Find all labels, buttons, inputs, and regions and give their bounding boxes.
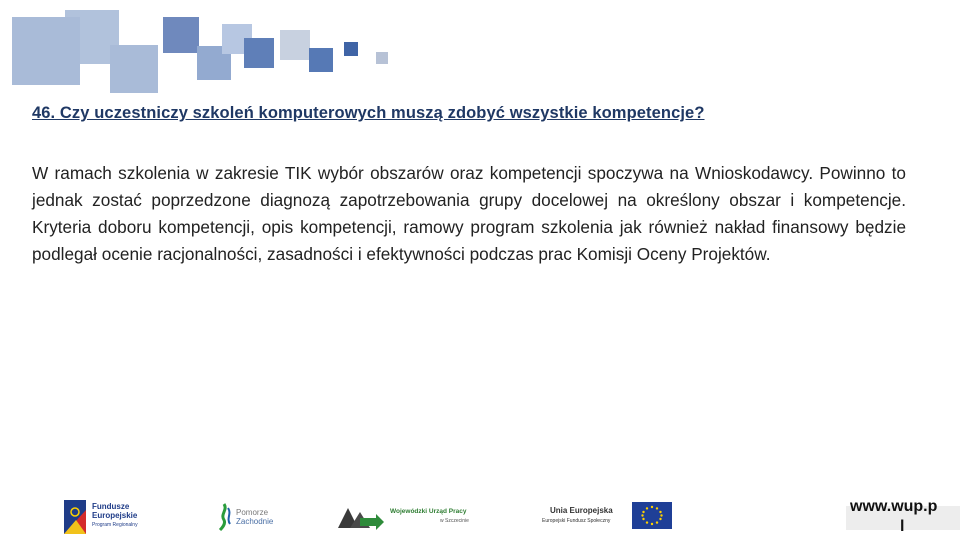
unia-europejska-logo [540, 500, 680, 534]
footer-logos [0, 490, 960, 540]
deco-square [376, 52, 388, 64]
wup-logo [336, 500, 486, 534]
deco-square [309, 48, 333, 72]
pomorze-zachodnie-logo [214, 500, 284, 534]
fundusze-europejskie-logo [64, 498, 164, 538]
website-url-continuation[interactable]: l [900, 518, 905, 535]
wup-emblem-icon [336, 504, 386, 530]
deco-square [110, 45, 158, 93]
ue-line1: Unia Europejska [550, 506, 613, 515]
fundusze-line2: Europejskie [92, 511, 138, 520]
header-decoration [0, 0, 400, 95]
wup-line2: w Szczecinie [440, 518, 469, 524]
pomorze-line1: Pomorze [236, 508, 269, 517]
fundusze-emblem-icon [64, 500, 86, 534]
deco-square [244, 38, 274, 68]
deco-square [163, 17, 199, 53]
slide-title: 46. Czy uczestniczy szkoleń komputerowych muszą zdobyć wszystkie kompetencje? [32, 104, 705, 122]
fundusze-line1: Fundusze [92, 502, 130, 511]
slide-body-text: W ramach szkolenia w zakresie TIK wybór obszarów oraz kompetencji spoczywa na Wnioskodawcy. Powinno to jednak zostać poprzedzone diagnozą zapotrzebowania grupy docelowej na określony obszar i kompetencje. Kryteria doboru kompetencji, opis kompetencji, ramowy program szkolenia jak również nakład finansowy będzie podlegał ocenie racjonalności, zasadności i efektywności podczas prac Komisji Oceny Projektów. [32, 163, 906, 265]
deco-square [344, 42, 358, 56]
pomorze-emblem-icon [214, 502, 236, 532]
fundusze-line3: Program Regionalny [92, 522, 138, 528]
ue-line2: Europejski Fundusz Społeczny [542, 518, 611, 524]
wup-line1: Wojewódzki Urząd Pracy [390, 508, 467, 515]
deco-square [280, 30, 310, 60]
pomorze-line2: Zachodnie [236, 517, 274, 526]
eu-flag-icon [632, 502, 672, 529]
website-url[interactable]: www.wup.p [850, 498, 938, 515]
